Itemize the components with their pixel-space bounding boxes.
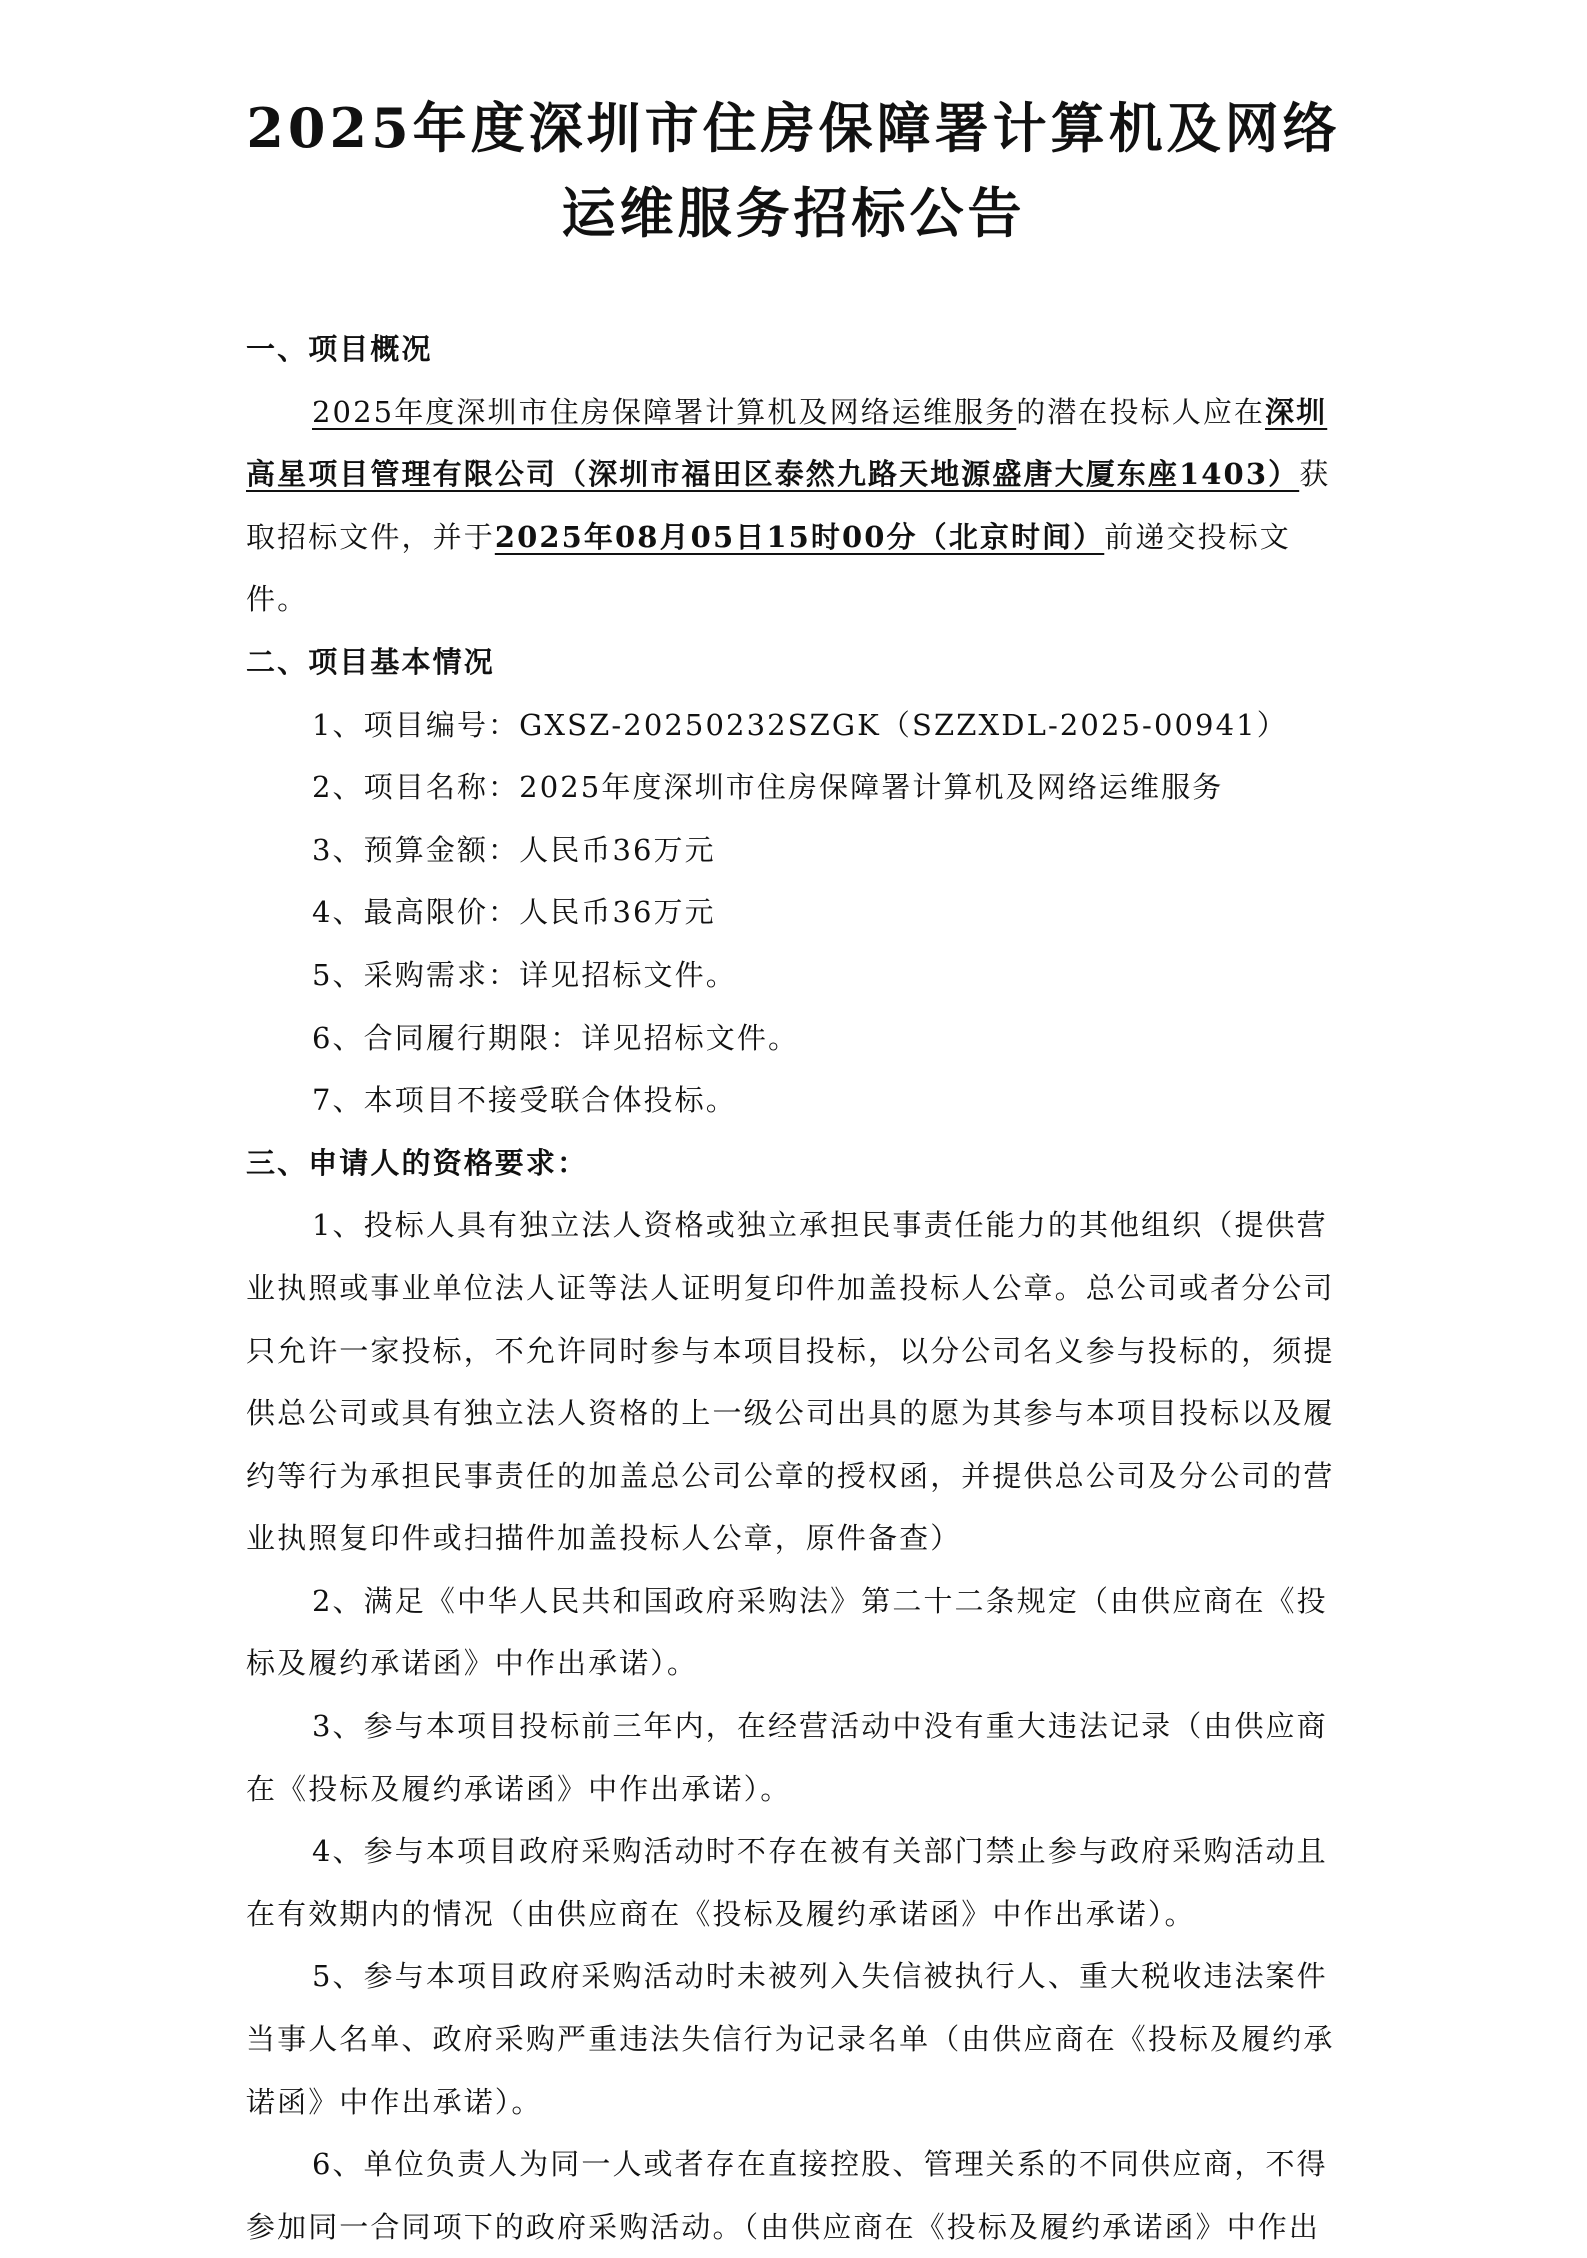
qualification-paragraph: 2、满足《中华人民共和国政府采购法》第二十二条规定（由供应商在《投标及履约承诺函》中作出承诺）。	[246, 1583, 1328, 1681]
basic-info-item: 4、最高限价：人民币36万元	[312, 895, 716, 930]
basic-info-item: 1、项目编号：GXSZ-20250232SZGK（SZZXDL-2025-00941）	[312, 707, 1288, 742]
qualification-paragraph: 6、单位负责人为同一人或者存在直接控股、管理关系的不同供应商，不得参加同一合同项下的政府采购活动。（由供应商在《投标及履约承诺函》中作出	[246, 2147, 1328, 2244]
section-heading-basic-info: 二、项目基本情况	[246, 644, 495, 679]
overview-text-3: 前递交投标文件。	[246, 519, 1291, 617]
document-title-line-2: 运维服务招标公告	[561, 181, 1026, 245]
document-body	[246, 318, 1346, 2258]
qualification-paragraph: 4、参与本项目政府采购活动时不存在被有关部门禁止参与政府采购活动且在有效期内的情况（由供应商在《投标及履约承诺函》中作出承诺）。	[246, 1834, 1328, 1931]
document-title-line-1: 2025年度深圳市住房保障署计算机及网络	[246, 96, 1341, 160]
basic-info-item: 3、预算金额：人民币36万元	[312, 832, 716, 867]
basic-info-item: 6、合同履行期限：详见招标文件。	[312, 1020, 800, 1055]
qualification-paragraph: 5、参与本项目政府采购活动时未被列入失信被执行人、重大税收违法案件当事人名单、政府采购严重违法失信行为记录名单（由供应商在《投标及履约承诺函》中作出承诺）。	[246, 1959, 1335, 2119]
qualification-paragraph: 1、投标人具有独立法人资格或独立承担民事责任能力的其他组织（提供营业执照或事业单位法人证等法人证明复印件加盖投标人公章。总公司或者分公司只允许一家投标，不允许同时参与本项目投标，以分公司名义参与投标的，须提供总公司或具有独立法人资格的上一级公司出具的愿为其参与本项目投标以及履约等行为承担民事责任的加盖总公司公章的授权函，并提供总公司及分公司的营业执照复印件或扫描件加盖投标人公章，原件备查）	[246, 1208, 1335, 1556]
basic-info-item: 2、项目名称：2025年度深圳市住房保障署计算机及网络运维服务	[312, 770, 1224, 805]
overview-text-1: 的潜在投标人应在	[1016, 394, 1266, 429]
project-name-underlined: 2025年度深圳市住房保障署计算机及网络运维服务	[312, 394, 1017, 429]
bid-deadline: 2025年08月05日15时00分（北京时间）	[494, 519, 1105, 554]
section-heading-qualifications: 三、申请人的资格要求：	[246, 1145, 589, 1180]
section-heading-overview: 一、项目概况	[246, 332, 433, 366]
basic-info-item: 7、本项目不接受联合体投标。	[312, 1083, 737, 1118]
qualification-paragraph: 3、参与本项目投标前三年内，在经营活动中没有重大违法记录（由供应商在《投标及履约承诺函》中作出承诺）。	[246, 1709, 1328, 1806]
basic-info-item: 5、采购需求：详见招标文件。	[312, 957, 737, 992]
agency-name-address: 深圳高星项目管理有限公司（深圳市福田区泰然九路天地源盛唐大厦东座1403）	[246, 394, 1328, 492]
overview-text-2: 获取招标文件，并于	[246, 457, 1331, 554]
overview-paragraph	[246, 381, 1346, 631]
